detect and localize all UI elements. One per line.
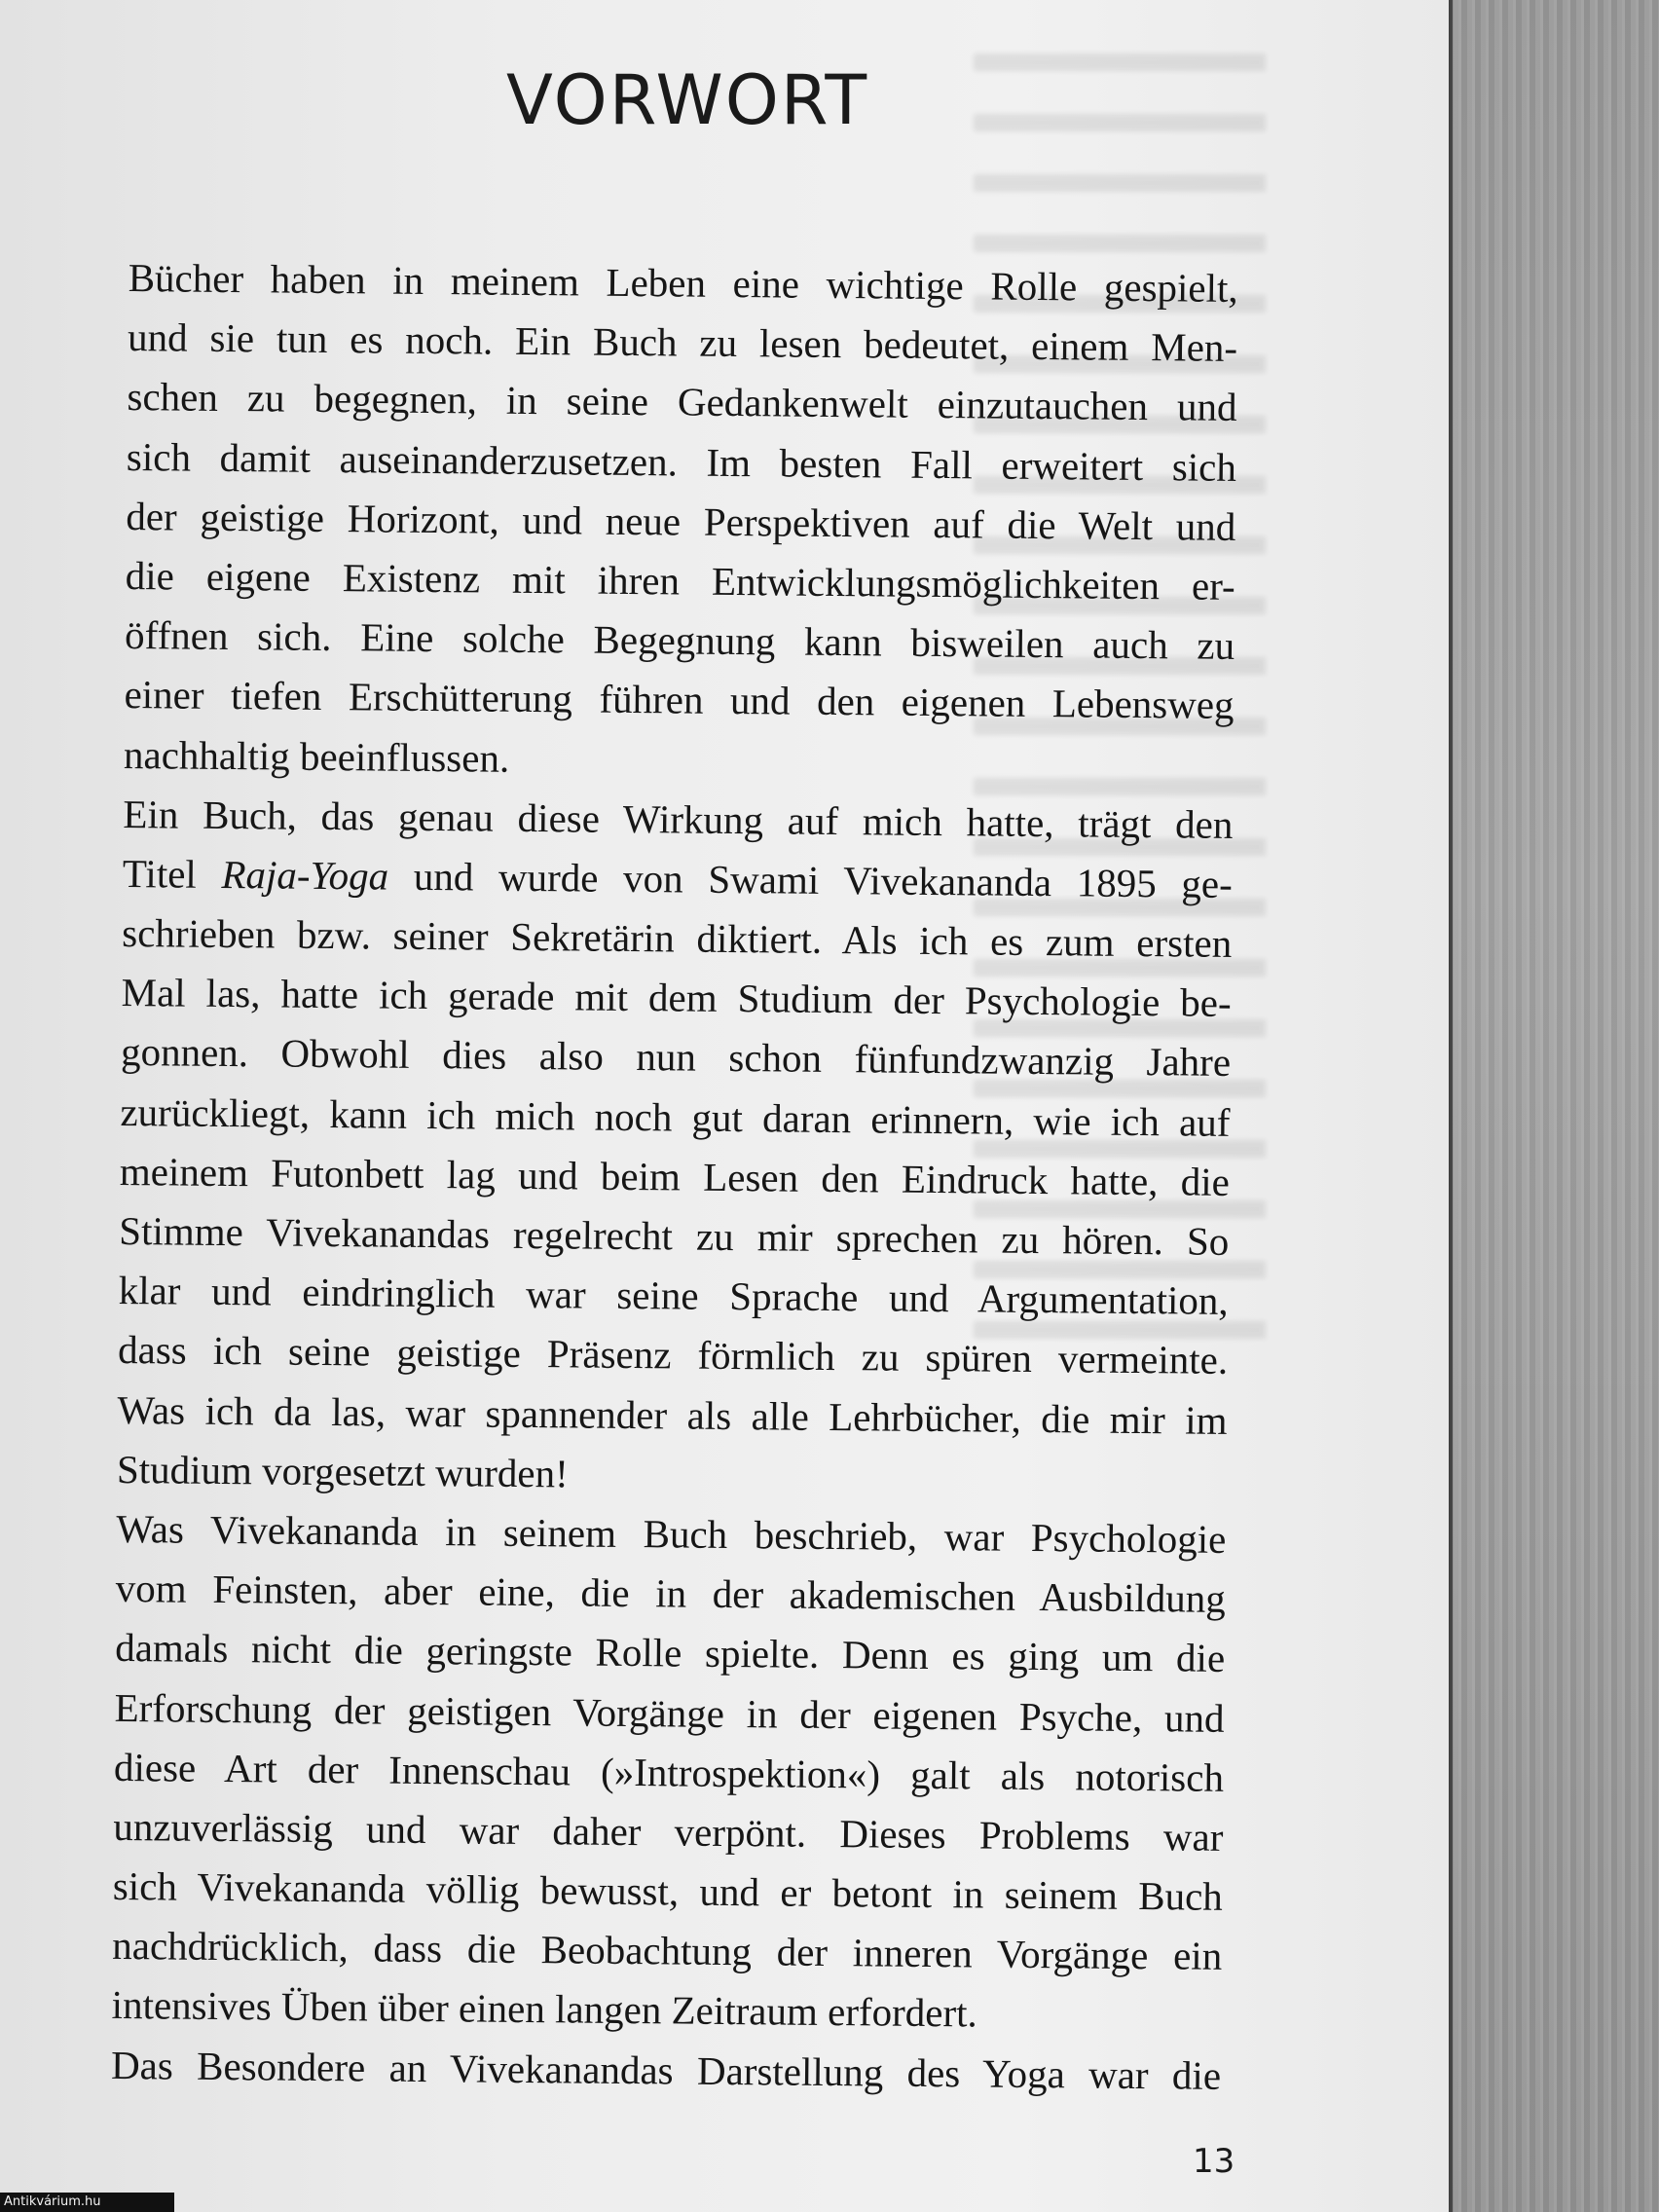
text-line xyxy=(121,963,1232,1033)
text-line xyxy=(125,546,1235,616)
text-line-segment: nachhaltig beeinflussen. xyxy=(123,731,510,781)
text-line-segment: Mal las, hatte ich gerade mit dem Studium der Psychologie be- xyxy=(121,970,1232,1026)
text-line-segment: sich damit auseinanderzusetzen. Im besten Fall erweitert sich xyxy=(126,433,1237,490)
text-line xyxy=(125,606,1235,676)
text-line-segment: zurückliegt, kann ich mich noch gut daran erinnern, wie ich auf xyxy=(120,1088,1231,1145)
text-line-segment: Stimme Vivekanandas regelrecht zu mir sprechen zu hören. So xyxy=(119,1207,1230,1264)
text-line-segment: und sie tun es noch. Ein Buch zu lesen bedeutet, einem Men- xyxy=(127,314,1238,371)
text-line xyxy=(114,1677,1225,1748)
text-line-segment: Was ich da las, war spannender als alle Lehrbücher, die mir im xyxy=(117,1386,1228,1443)
text-line xyxy=(127,427,1237,498)
text-line xyxy=(127,367,1237,437)
text-line-segment: Was Vivekananda in seinem Buch beschrieb, war Psychologie xyxy=(116,1505,1227,1562)
body-text xyxy=(111,248,1238,2106)
text-line xyxy=(126,487,1236,557)
text-line-segment: die eigene Existenz mit ihren Entwicklungsmöglichkeiten er- xyxy=(125,552,1235,608)
text-line-segment: Erforschung der geistigen Vorgänge in der eigenen Psyche, und xyxy=(114,1684,1225,1741)
watermark: Antikvárium.hu xyxy=(0,2193,174,2212)
text-line xyxy=(111,1975,1222,2046)
text-line xyxy=(121,1022,1232,1092)
text-line xyxy=(117,1440,1228,1510)
text-line xyxy=(122,903,1233,974)
chapter-title: VORWORT xyxy=(506,60,869,140)
text-line xyxy=(114,1738,1225,1808)
text-line-segment: schrieben bzw. seiner Sekretärin diktiert. Als ich es zum ersten xyxy=(122,910,1233,966)
text-line xyxy=(120,1083,1231,1153)
text-line-segment: und wurde von Swami Vivekananda 1895 ge- xyxy=(387,853,1233,906)
text-line-segment: dass ich seine geistige Präsenz förmlich zu spüren vermeinte. xyxy=(117,1327,1229,1383)
text-line xyxy=(124,665,1235,735)
text-line xyxy=(123,785,1234,855)
text-line-segment: vom Feinsten, aber eine, die in der akademischen Ausbildung xyxy=(115,1566,1226,1622)
text-line-segment: schen zu begegnen, in seine Gedankenwelt einzutauchen und xyxy=(127,374,1237,430)
text-line-segment: intensives Üben über einen langen Zeitraum erfordert. xyxy=(111,1982,977,2036)
text-line xyxy=(124,724,1235,794)
text-line-segment: diese Art der Innenschau (»Introspektion«) galt als notorisch xyxy=(113,1744,1225,1800)
text-line xyxy=(123,844,1234,914)
text-line xyxy=(118,1261,1229,1331)
text-line-segment: Titel xyxy=(122,850,222,897)
text-line-segment: Bücher haben in meinem Leben eine wichtige Rolle gespielt, xyxy=(128,254,1238,311)
text-line-segment: Das Besondere an Vivekanandas Darstellung des Yoga war die xyxy=(110,2042,1222,2098)
text-line xyxy=(119,1201,1230,1272)
text-line xyxy=(115,1559,1226,1629)
text-line-segment: meinem Futonbett lag und beim Lesen den Eindruck hatte, die xyxy=(119,1148,1231,1204)
text-line-segment: damals nicht die geringste Rolle spielte. Denn es ging um die xyxy=(114,1625,1226,1681)
table-surface xyxy=(1431,0,1659,2212)
text-line xyxy=(128,308,1238,378)
text-line xyxy=(117,1381,1228,1451)
text-line-segment: Ein Buch, das genau diese Wirkung auf mich hatte, trägt den xyxy=(123,791,1234,847)
text-line-segment: nachdrücklich, dass die Beobachtung der inneren Vorgänge ein xyxy=(112,1923,1223,1979)
text-line xyxy=(128,248,1238,318)
text-line xyxy=(115,1618,1226,1688)
text-line-segment: öffnen sich. Eine solche Begegnung kann bisweilen auch zu xyxy=(124,612,1235,669)
text-line xyxy=(111,2036,1222,2106)
text-line-segment: unzuverlässig und war daher verpönt. Dieses Problems war xyxy=(113,1803,1224,1860)
text-line-segment: der geistige Horizont, und neue Perspektiven auf die Welt und xyxy=(126,493,1236,549)
text-line-segment: einer tiefen Erschütterung führen und den eigenen Lebensweg xyxy=(124,672,1235,728)
text-line xyxy=(116,1499,1227,1569)
text-line-segment: sich Vivekananda völlig bewusst, und er betont in seinem Buch xyxy=(112,1862,1224,1919)
text-line-segment: klar und eindringlich war seine Sprache und Argumentation, xyxy=(118,1268,1229,1324)
text-line-segment: Studium vorgesetzt wurden! xyxy=(116,1446,570,1496)
text-line xyxy=(112,1916,1223,1986)
text-line xyxy=(118,1320,1229,1390)
text-line-segment: gonnen. Obwohl dies also nun schon fünfundzwanzig Jahre xyxy=(120,1029,1232,1086)
text-line xyxy=(120,1142,1231,1212)
text-line xyxy=(113,1797,1224,1867)
page-number: 13 xyxy=(1193,2142,1235,2181)
text-line xyxy=(113,1857,1224,1927)
book-title-italic: Raja-Yoga xyxy=(221,851,389,899)
